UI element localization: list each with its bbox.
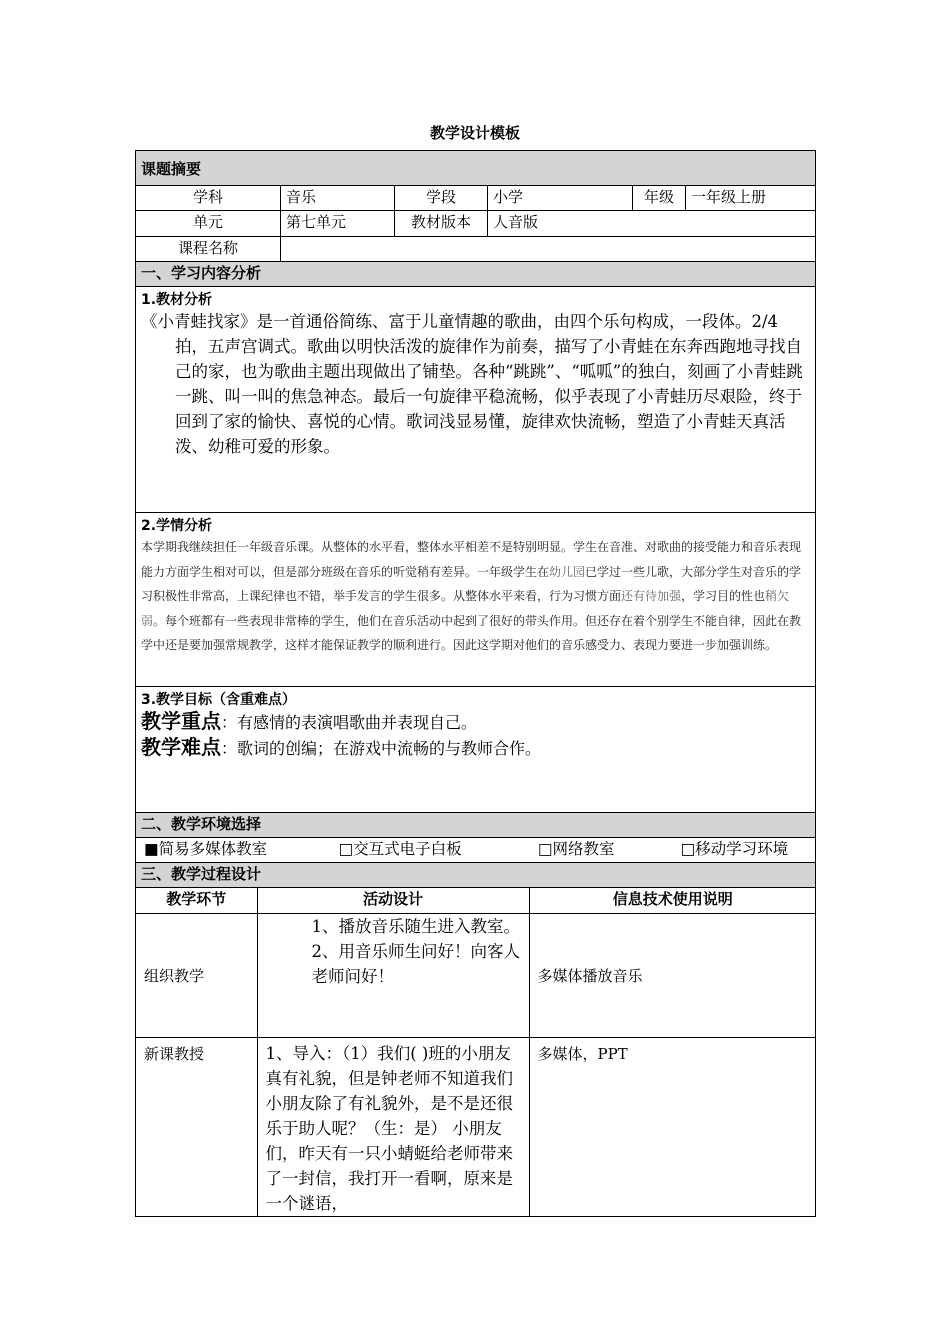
textbook-analysis-label: 1.教材分析: [141, 292, 213, 308]
course-name-value: [281, 237, 816, 262]
unit-label: 单元: [136, 211, 281, 237]
environment-header: 二、教学环境选择: [136, 813, 816, 838]
process-table-cell: [136, 888, 816, 1217]
difficult-point-text: ：歌词的创编；在游戏中流畅的与教师合作。: [221, 739, 542, 758]
stage-cell: 组织教学: [136, 913, 257, 1037]
tech-cell: 多媒体播放音乐: [529, 913, 816, 1037]
column-header-activity: 活动设计: [257, 888, 529, 913]
grade-label: 年级: [633, 186, 686, 211]
env-option-simple-multimedia: ■简易多媒体教室: [144, 840, 268, 858]
stage-label: 学段: [395, 186, 488, 211]
difficult-point: [141, 735, 810, 761]
process-header: 三、教学过程设计: [136, 863, 816, 888]
edition-value: 人音版: [488, 211, 816, 237]
activity-cell: 1、导入：（1）我们( )班的小朋友真有礼貌，但是钟老师不知道我们小朋友除了有礼貌外，是不是还很乐于助人呢？（生：是） 小朋友们，昨天有一只小蜻蜓给老师带来了一封信，我打开一看啊，原来是一个谜语，: [257, 1037, 529, 1216]
tech-cell: 多媒体，PPT: [529, 1037, 816, 1216]
environment-options-cell: [136, 838, 816, 863]
course-name-label: 课程名称: [136, 237, 281, 262]
textbook-analysis-cell: [136, 287, 816, 513]
textbook-analysis-text: 《小青蛙找家》是一首通俗简练、富于儿童情趣的歌曲，由四个乐句构成，一段体。2/4拍，五声宫调式。歌曲以明快活泼的旋律作为前奏，描写了小青蛙在东奔西跑地寻找自己的家，也为歌曲主题出现做出了铺垫。各种“跳跳”、“呱呱”的独白，刻画了小青蛙跳一跳、叫一叫的焦急神态。最后一句旋律平稳流畅，似乎表现了小青蛙历尽艰险，终于回到了家的愉快、喜悦的心情。歌词浅显易懂，旋律欢快流畅，塑造了小青蛙天真活泼、幼稚可爱的形象。: [141, 312, 803, 456]
lesson-plan-table: [135, 150, 816, 1217]
checkbox-checked-icon: ■: [144, 840, 159, 858]
difficult-point-label: 教学难点: [141, 735, 221, 759]
env-option-whiteboard: □交互式电子白板: [338, 840, 462, 858]
stage-value: 小学: [488, 186, 633, 211]
edition-label: 教材版本: [395, 211, 488, 237]
grade-value: 一年级上册: [686, 186, 816, 211]
checkbox-empty-icon: □: [680, 840, 696, 858]
activity-cell: 1、播放音乐随生进入教室。 2、用音乐师生问好！向客人老师问好！: [257, 913, 529, 1037]
analysis-header: 一、学习内容分析: [136, 262, 816, 287]
env-option-mobile: □移动学习环境: [680, 840, 789, 858]
process-table: [136, 888, 816, 1216]
page-title: 教学设计模板: [429, 124, 520, 142]
subject-label: 学科: [136, 186, 281, 211]
checkbox-empty-icon: □: [338, 840, 354, 858]
key-point-text: ：有感情的表演唱歌曲并表现自己。: [221, 713, 478, 732]
summary-header: 课题摘要: [136, 151, 816, 186]
student-analysis-label: 2.学情分析: [141, 518, 213, 534]
stage-cell: 新课教授: [136, 1037, 257, 1216]
unit-value: 第七单元: [281, 211, 395, 237]
student-analysis-text: 本学期我继续担任一年级音乐课。从整体的水平看，整体水平相差不是特别明显。学生在音准、对歌曲的接受能力和音乐表现能力方面学生相对可以，但是部分班级在音乐的听觉稍有差异。一年级学生在幼儿园已学过一些儿歌，大部分学生对音乐的学习积极性非常高，上课纪律也不错，举手发言的学生很多。从整体水平来看，行为习惯方面还有待加强，学习目的性也稍欠弱。每个班都有一些表现非常棒的学生，他们在音乐活动中起到了很好的带头作用。但还存在着个别学生不能自律，因此在教学中还是要加强常规教学，这样才能保证教学的顺利进行。因此这学期对他们的音乐感受力、表现力要进一步加强训练。: [141, 540, 802, 653]
teaching-goals-label: 3.教学目标（含重难点）: [141, 692, 297, 708]
key-point: [141, 709, 810, 735]
subject-value: 音乐: [281, 186, 395, 211]
student-analysis-cell: [136, 513, 816, 687]
checkbox-empty-icon: □: [537, 840, 553, 858]
table-row: [136, 1037, 816, 1216]
key-point-label: 教学重点: [141, 709, 221, 733]
column-header-tech: 信息技术使用说明: [529, 888, 816, 913]
table-row: [136, 913, 816, 1037]
column-header-stage: 教学环节: [136, 888, 257, 913]
env-option-network-room: □网络教室: [537, 840, 615, 858]
teaching-goals-cell: [136, 687, 816, 813]
